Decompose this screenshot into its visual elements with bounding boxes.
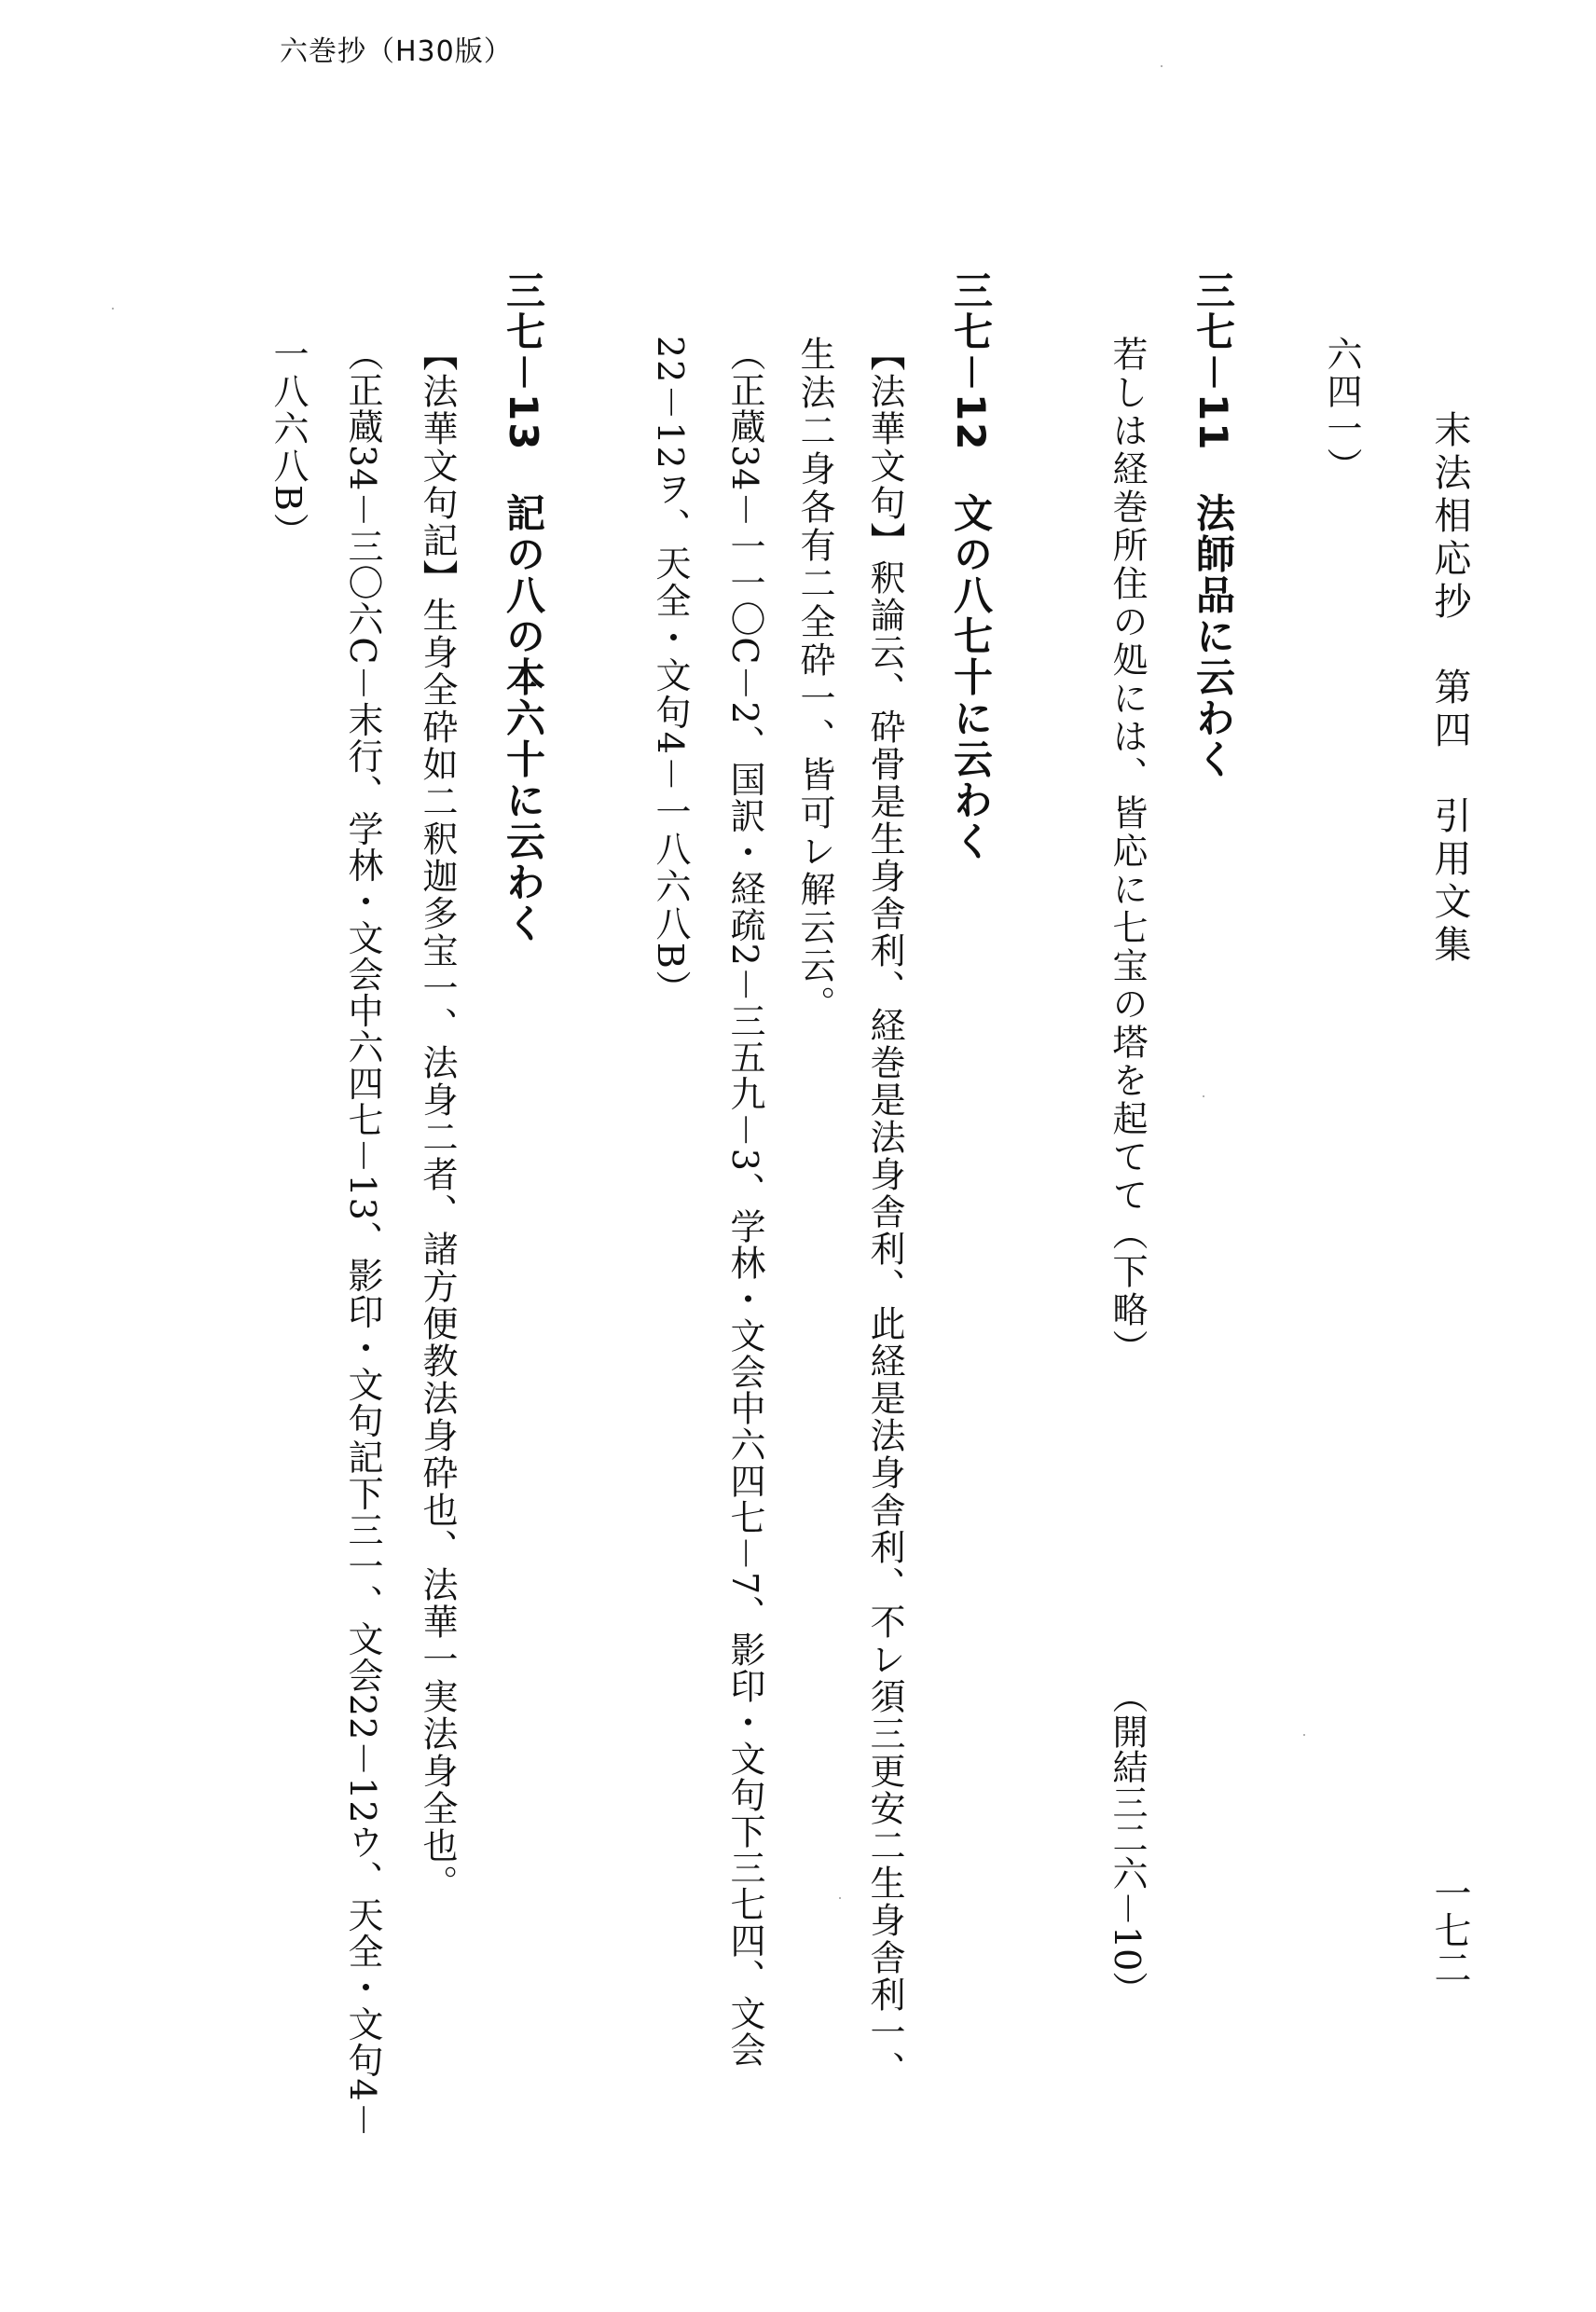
page-number: 一七二 — [1428, 1874, 1471, 1986]
section-number: 六四一） — [1321, 336, 1362, 485]
entry-text: 若しは経巻所住の処には、皆応に七宝の塔を起てて（下略） — [1107, 336, 1148, 1368]
entry-reference-line: 22－12ヲ、天全・文句4－一八六八B） — [650, 336, 691, 1008]
scan-speck — [1161, 65, 1163, 67]
document-stamp: 六巻抄（H30版） — [280, 35, 513, 68]
entry-reference: （開結三二六－10） — [1107, 1678, 1148, 2007]
entry-text-line: 【法華文句】釈論云、砕骨是生身舎利、経巻是法身舎利、此経是法身舎利、不レ須三更安二生身舎利一、 — [864, 336, 905, 2088]
scan-speck — [1203, 1095, 1204, 1097]
entry-text-line: 生法二身各有二全砕一、皆可レ解云云。 — [794, 336, 835, 1024]
scan-speck — [839, 1897, 841, 1899]
book-title: 末法相応抄 第四 引用文集 — [1428, 410, 1471, 968]
entry-text-line: 【法華文句記】生身全砕如二釈迦多宝一、法身二者、諸方便教法身砕也、法華一実法身全也。 — [417, 336, 458, 1902]
entry-heading: 三七－13 記の八の本六十に云わく — [501, 270, 546, 944]
entry-reference-line: 一八六八B） — [268, 336, 309, 550]
scan-speck — [1303, 1734, 1305, 1736]
entry-reference-line: （正蔵34－一一〇C－2、国訳・経疏2－三五九－3、学林・文会中六四七－7、影印・文句下三七四、文会 — [724, 336, 765, 2069]
entry-heading: 三七－12 文の八七十に云わく — [948, 270, 994, 862]
entry-heading: 三七－11 法師品に云わく — [1190, 270, 1236, 780]
entry-reference-line: （正蔵34－三〇六C－末行、学林・文会中六四七－13、影印・文句記下三一、文会22－12ウ、天全・文句4－ — [342, 336, 383, 2139]
scan-speck — [112, 308, 114, 310]
